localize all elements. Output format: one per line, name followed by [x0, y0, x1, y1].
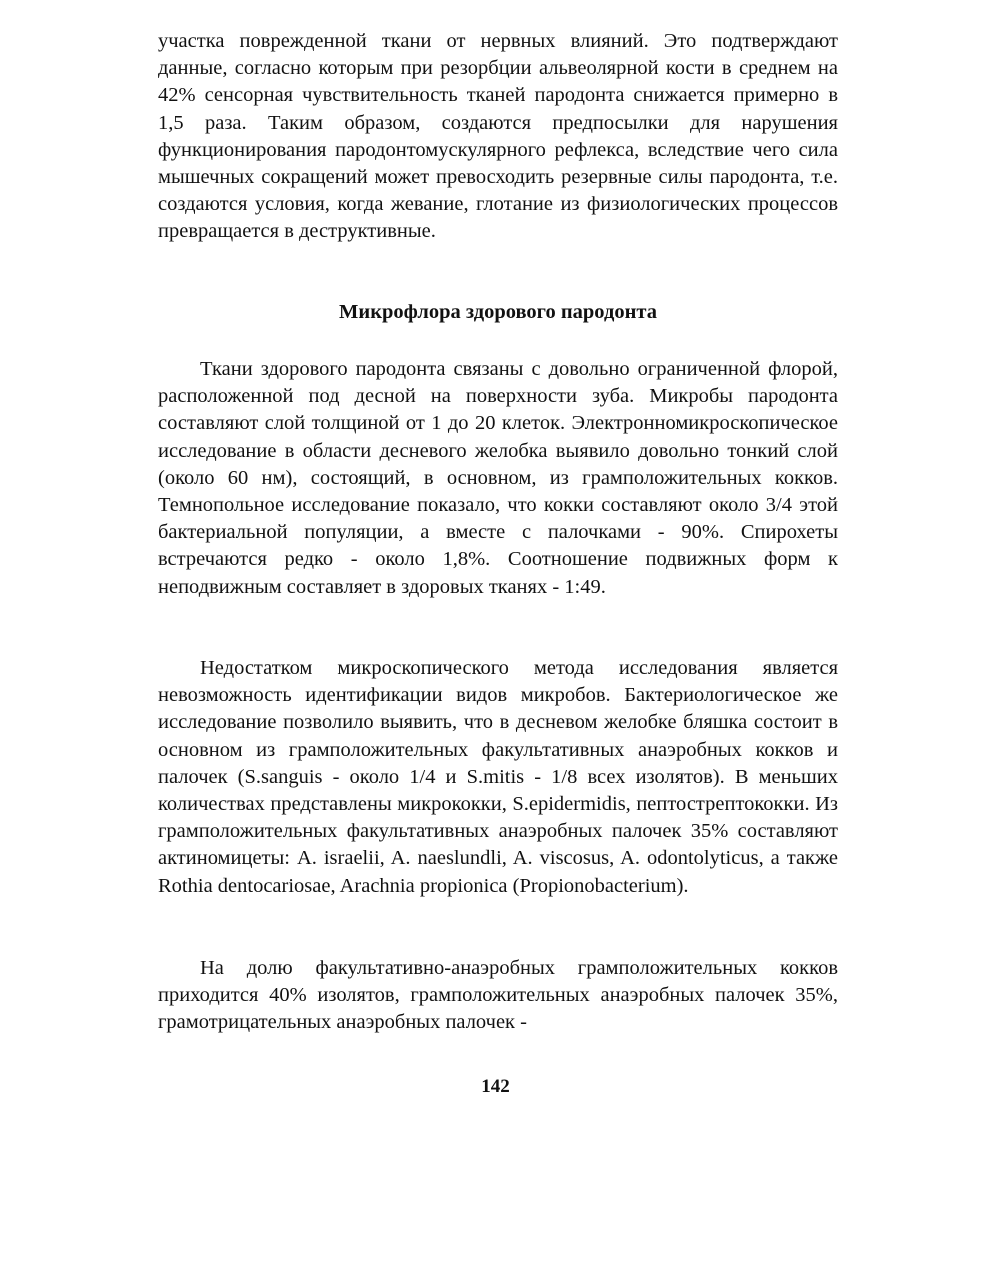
section-heading: Микрофлора здорового пародонта	[339, 301, 657, 323]
paragraph-continued: участка поврежденной ткани от нервных влияний. Это подтверждают данные, согласно которым при резорбции альвеолярной кости в среднем на 42% сенсорная чувствительность тканей пародонта снижается примерно в 1,5 раза. Таким образом, создаются предпосылки для нарушения функционирования пародонтомускулярного рефлекса, вследствие чего сила мышечных сокращений может превосходить резервные силы пародонта, т.е. создаются условия, когда жевание, глотание из физиологических процессов превращается в деструктивные.	[158, 30, 838, 243]
paragraph: На долю факультативно-анаэробных грамположительных кокков приходится 40% изолятов, грамположительных анаэробных палочек 35%, грамотрицательных анаэробных палочек -	[158, 957, 838, 1034]
paragraph: Недостатком микроскопического метода исследования является невозможность идентификации видов микробов. Бактериологическое же исследование позволило выявить, что в десневом желобке бляшка состоит в основном из грамположительных факультативных анаэробных кокков и палочек (S.sanguis - около 1/4 и S.mitis - 1/8 всех изолятов). В меньших количествах представлены микрококки, S.epidermidis, пептострептококки. Из грамположительных факультативных анаэробных палочек 35% составляют актиномицеты: A. israelii, A. naeslundli, A. viscosus, A. odontolyticus, а также Rothia dentocariosae, Arachnia propionica (Propionobacterium).	[158, 657, 838, 897]
page-number: 142	[481, 1076, 510, 1097]
paragraph: Ткани здорового пародонта связаны с довольно ограниченной флорой, расположенной под десной на поверхности зуба. Микробы пародонта составляют слой толщиной от 1 до 20 клеток. Электронномикроскопическое исследование в области десневого желобка выявило довольно тонкий слой (около 60 нм), состоящий, в основном, из грамположительных кокков. Темнопольное исследование показало, что кокки составляют около 3/4 этой бактериальной популяции, а вместе с палочками - 90%. Спирохеты встречаются редко - около 1,8%. Соотношение подвижных форм к неподвижным составляет в здоровых тканях - 1:49.	[158, 358, 838, 598]
